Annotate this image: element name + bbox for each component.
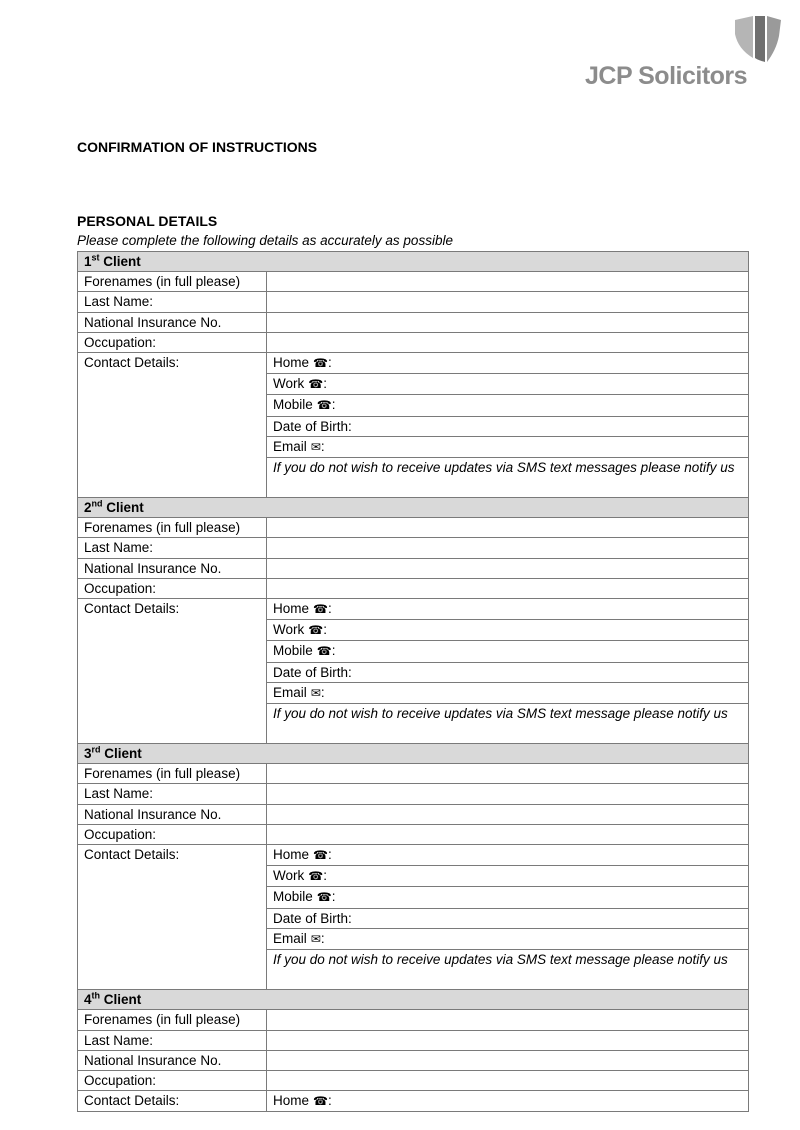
envelope-icon: ✉ xyxy=(310,685,321,700)
client-1-header-row xyxy=(78,252,749,272)
client-2-ni-field[interactable] xyxy=(267,558,749,578)
client-1-email-field[interactable]: Email ✉: xyxy=(267,436,749,457)
contact-details-label: Contact Details: xyxy=(78,599,267,744)
section-title: PERSONAL DETAILS xyxy=(77,213,218,229)
client-3-sms-notice: If you do not wish to receive updates via SMS text message please notify us xyxy=(267,950,749,990)
client-3-header-row xyxy=(78,744,749,764)
client-2-mobile-field[interactable]: Mobile ☎: xyxy=(267,641,749,662)
client-2-forenames-field[interactable] xyxy=(267,518,749,538)
phone-icon: ☎ xyxy=(316,890,332,905)
client-1-mobile-field[interactable]: Mobile ☎: xyxy=(267,395,749,416)
client-1-forenames-field[interactable] xyxy=(267,272,749,292)
client-1-work-phone-field[interactable]: Work ☎: xyxy=(267,374,749,395)
client-2-sms-notice: If you do not wish to receive updates via SMS text message please notify us xyxy=(267,704,749,744)
client-4-last-name-field[interactable] xyxy=(267,1030,749,1050)
client-4-header-row xyxy=(78,990,749,1010)
contact-details-label: Contact Details: xyxy=(78,1091,267,1112)
client-1-occupation-row xyxy=(78,332,749,352)
national-insurance-label: National Insurance No. xyxy=(78,312,267,332)
client-3-dob-field[interactable]: Date of Birth: xyxy=(267,908,749,928)
client-1-last-name-field[interactable] xyxy=(267,292,749,312)
client-2-contact-row xyxy=(78,599,749,620)
national-insurance-label: National Insurance No. xyxy=(78,558,267,578)
client-2-last-name-row xyxy=(78,538,749,558)
client-4-national-insurance-row xyxy=(78,1050,749,1070)
envelope-icon: ✉ xyxy=(310,931,321,946)
phone-icon: ☎ xyxy=(308,623,324,638)
client-2-dob-field[interactable]: Date of Birth: xyxy=(267,662,749,682)
client-2-work-phone-field[interactable]: Work ☎: xyxy=(267,620,749,641)
client-3-email-field-label: Email xyxy=(273,930,307,946)
client-2-mobile-field-label: Mobile xyxy=(273,643,313,659)
forenames-label: Forenames (in full please) xyxy=(78,1010,267,1030)
occupation-label: Occupation: xyxy=(78,1070,267,1090)
client-2-home-phone-field-label: Home xyxy=(273,601,310,617)
client-3-contact-row xyxy=(78,845,749,866)
client-4-forenames-field[interactable] xyxy=(267,1010,749,1030)
client-2-email-field-label: Email xyxy=(273,684,307,700)
section-instructions: Please complete the following details as accurately as possible xyxy=(77,233,453,248)
last-name-label: Last Name: xyxy=(78,1030,267,1050)
client-1-heading: 1st Client xyxy=(78,252,749,272)
client-1-home-phone-field[interactable]: Home ☎: xyxy=(267,353,749,374)
last-name-label: Last Name: xyxy=(78,538,267,558)
client-4-occupation-field[interactable] xyxy=(267,1070,749,1090)
client-4-heading: 4th Client xyxy=(78,990,749,1010)
client-1-work-phone-field-label: Work xyxy=(273,376,305,392)
client-2-heading: 2nd Client xyxy=(78,498,749,518)
client-3-national-insurance-row xyxy=(78,804,749,824)
national-insurance-label: National Insurance No. xyxy=(78,804,267,824)
client-2-work-phone-field-label: Work xyxy=(273,622,305,638)
shield-logo-icon xyxy=(733,14,783,64)
contact-details-label: Contact Details: xyxy=(78,845,267,990)
client-2-occupation-row xyxy=(78,578,749,598)
client-1-last-name-row xyxy=(78,292,749,312)
client-3-heading: 3rd Client xyxy=(78,744,749,764)
client-3-last-name-row xyxy=(78,784,749,804)
client-4-last-name-row xyxy=(78,1030,749,1050)
forenames-label: Forenames (in full please) xyxy=(78,272,267,292)
client-1-email-field-label: Email xyxy=(273,438,307,454)
client-3-occupation-row xyxy=(78,824,749,844)
envelope-icon: ✉ xyxy=(310,439,321,454)
phone-icon: ☎ xyxy=(313,1094,328,1109)
last-name-label: Last Name: xyxy=(78,784,267,804)
client-1-home-phone-field-label: Home xyxy=(273,355,310,371)
last-name-label: Last Name: xyxy=(78,292,267,312)
client-2-forenames-row xyxy=(78,518,749,538)
occupation-label: Occupation: xyxy=(78,578,267,598)
client-1-sms-notice: If you do not wish to receive updates via SMS text messages please notify us xyxy=(267,458,749,498)
client-4-ni-field[interactable] xyxy=(267,1050,749,1070)
client-3-occupation-field[interactable] xyxy=(267,824,749,844)
client-3-mobile-field-label: Mobile xyxy=(273,889,313,905)
client-4-contact-row xyxy=(78,1091,749,1112)
client-2-header-row xyxy=(78,498,749,518)
phone-icon: ☎ xyxy=(316,644,332,659)
client-4-occupation-row xyxy=(78,1070,749,1090)
forenames-label: Forenames (in full please) xyxy=(78,764,267,784)
client-2-national-insurance-row xyxy=(78,558,749,578)
national-insurance-label: National Insurance No. xyxy=(78,1050,267,1070)
client-2-last-name-field[interactable] xyxy=(267,538,749,558)
client-4-forenames-row xyxy=(78,1010,749,1030)
client-4-home-phone-field[interactable]: Home ☎: xyxy=(267,1091,749,1112)
client-3-work-phone-field-label: Work xyxy=(273,868,305,884)
client-1-contact-row xyxy=(78,353,749,374)
client-3-home-phone-field[interactable]: Home ☎: xyxy=(267,845,749,866)
client-4-home-phone-field-label: Home xyxy=(273,1093,310,1109)
document-title: CONFIRMATION OF INSTRUCTIONS xyxy=(77,139,318,155)
client-3-home-phone-field-label: Home xyxy=(273,847,310,863)
client-3-forenames-row xyxy=(78,764,749,784)
client-3-last-name-field[interactable] xyxy=(267,784,749,804)
phone-icon: ☎ xyxy=(308,869,324,884)
client-1-dob-field[interactable]: Date of Birth: xyxy=(267,416,749,436)
personal-details-form xyxy=(77,251,749,1112)
client-1-forenames-row xyxy=(78,272,749,292)
occupation-label: Occupation: xyxy=(78,332,267,352)
phone-icon: ☎ xyxy=(313,602,328,617)
company-logo xyxy=(585,12,750,92)
client-3-work-phone-field[interactable]: Work ☎: xyxy=(267,866,749,887)
client-3-forenames-field[interactable] xyxy=(267,764,749,784)
phone-icon: ☎ xyxy=(316,398,332,413)
client-1-occupation-field[interactable] xyxy=(267,332,749,352)
client-2-email-field[interactable]: Email ✉: xyxy=(267,682,749,703)
client-1-ni-field[interactable] xyxy=(267,312,749,332)
forenames-label: Forenames (in full please) xyxy=(78,518,267,538)
occupation-label: Occupation: xyxy=(78,824,267,844)
contact-details-label: Contact Details: xyxy=(78,353,267,498)
client-2-home-phone-field[interactable]: Home ☎: xyxy=(267,599,749,620)
phone-icon: ☎ xyxy=(313,848,328,863)
client-1-mobile-field-label: Mobile xyxy=(273,397,313,413)
client-1-national-insurance-row xyxy=(78,312,749,332)
client-3-email-field[interactable]: Email ✉: xyxy=(267,928,749,949)
logo-text: JCP Solicitors xyxy=(585,62,748,90)
client-2-occupation-field[interactable] xyxy=(267,578,749,598)
phone-icon: ☎ xyxy=(308,377,324,392)
client-3-mobile-field[interactable]: Mobile ☎: xyxy=(267,887,749,908)
client-3-ni-field[interactable] xyxy=(267,804,749,824)
phone-icon: ☎ xyxy=(313,356,328,371)
